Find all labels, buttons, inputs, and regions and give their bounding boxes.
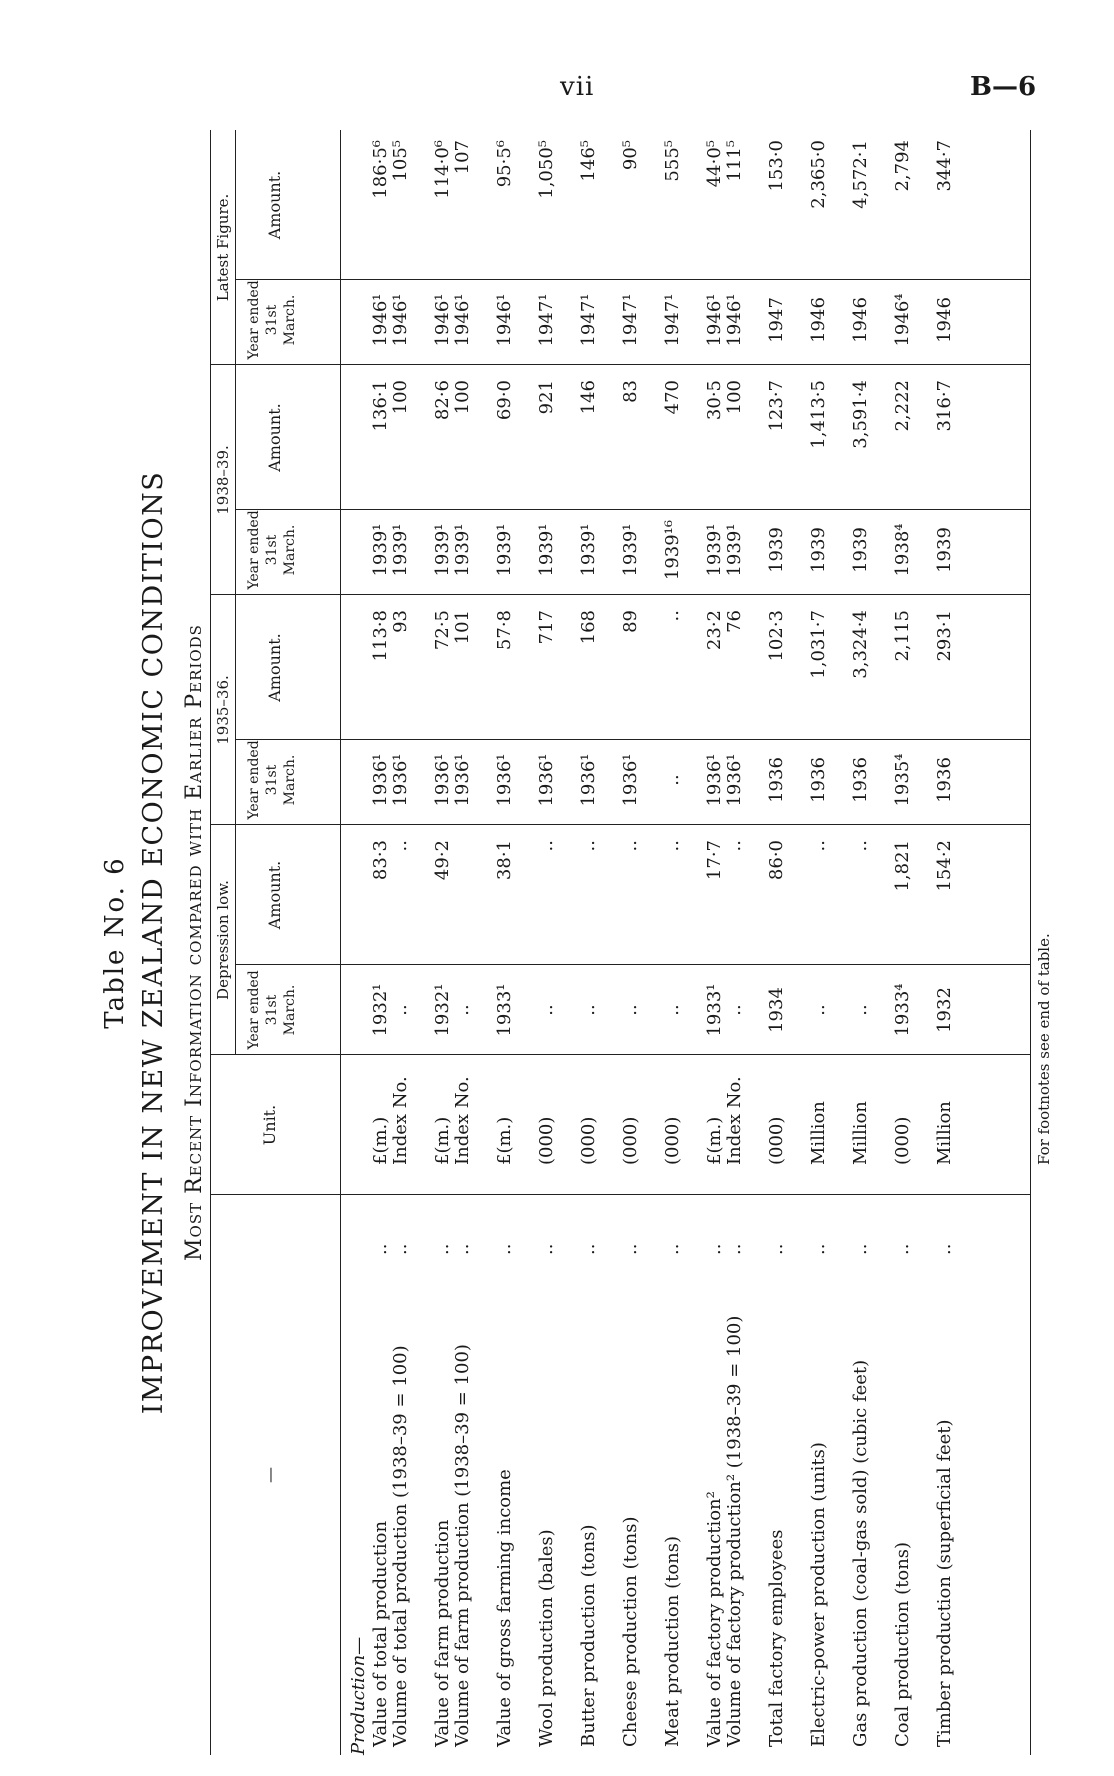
a-amt-cell: 293·1 bbox=[934, 610, 955, 662]
row-label: Timber production (superficial feet) bbox=[934, 1419, 955, 1747]
row-label: Value of gross farming income bbox=[494, 1469, 515, 1747]
a-year-cell: 1936¹ bbox=[452, 753, 473, 807]
leader-dots: .. bbox=[766, 1243, 787, 1255]
l-amt-cell: 344·7 bbox=[934, 140, 955, 192]
a-amt-cell: 23·2 bbox=[704, 610, 725, 651]
a-year-cell: 1936 bbox=[808, 757, 829, 803]
page-reference: B—6 bbox=[970, 72, 1037, 102]
row-label: Wool production (bales) bbox=[536, 1529, 557, 1747]
d-year-cell: .. bbox=[620, 1004, 641, 1016]
l-amt-cell: 186·5⁶ bbox=[370, 140, 391, 199]
col-rule-3536 bbox=[210, 824, 1030, 825]
b-amt-cell: 2,222 bbox=[892, 380, 913, 432]
l-year-cell: 1946¹ bbox=[704, 293, 725, 347]
a-amt-cell: 2,115 bbox=[892, 610, 913, 662]
b-amt-cell: 82·6 bbox=[432, 380, 453, 421]
leader-dots: .. bbox=[704, 1243, 725, 1255]
d-amt-cell: 83·3 bbox=[370, 840, 391, 881]
d-amt-cell: 17·7 bbox=[704, 840, 725, 881]
d-amt-cell: 38·1 bbox=[494, 840, 515, 881]
l-year-cell: 1946⁴ bbox=[892, 293, 913, 347]
b-year-cell: 1939 bbox=[850, 527, 871, 573]
l-amt-cell: 153·0 bbox=[766, 140, 787, 192]
d-year-cell: 1932 bbox=[934, 987, 955, 1033]
section-heading: Production— bbox=[348, 1636, 369, 1755]
row-unit: (000) bbox=[536, 1116, 557, 1165]
leader-dots: .. bbox=[934, 1243, 955, 1255]
b-amt-cell: 470 bbox=[662, 380, 683, 415]
l-amt-cell: 111⁵ bbox=[724, 140, 745, 182]
l-year-cell: 1946¹ bbox=[494, 293, 515, 347]
l-year-cell: 1947¹ bbox=[620, 293, 641, 347]
b-year-cell: 1939¹ bbox=[620, 523, 641, 577]
col-rule-unit bbox=[210, 1194, 1030, 1195]
row-unit: £(m.) bbox=[370, 1116, 391, 1165]
a-year-cell: 1936¹ bbox=[536, 753, 557, 807]
a-amt-cell: 57·8 bbox=[494, 610, 515, 651]
b-year-cell: 1939¹ bbox=[704, 523, 725, 577]
col-rule-latest bbox=[210, 364, 1030, 365]
b-amt-cell: 123·7 bbox=[766, 380, 787, 432]
a-amt-cell: 93 bbox=[390, 610, 411, 633]
row-unit: Million bbox=[850, 1101, 871, 1165]
b-amt-cell: 100 bbox=[724, 380, 745, 415]
b-amt-cell: 83 bbox=[620, 380, 641, 403]
b-year-cell: 1939¹ bbox=[494, 523, 515, 577]
b-amt-cell: 100 bbox=[390, 380, 411, 415]
l-year-cell: 1947¹ bbox=[578, 293, 599, 347]
header-bottom-rule bbox=[340, 130, 341, 1755]
b-year-cell: 1939 bbox=[934, 527, 955, 573]
leader-dots: .. bbox=[850, 1243, 871, 1255]
a-year-cell: 1936¹ bbox=[704, 753, 725, 807]
amount-header-1935-36: Amount. bbox=[265, 633, 284, 702]
b-year-cell: 1939 bbox=[766, 527, 787, 573]
a-amt-cell: 72·5 bbox=[432, 610, 453, 651]
d-year-cell: .. bbox=[578, 1004, 599, 1016]
a-amt-cell: 89 bbox=[620, 610, 641, 633]
d-year-cell: 1933¹ bbox=[704, 983, 725, 1037]
d-amt-cell: .. bbox=[808, 840, 829, 852]
a-amt-cell: 76 bbox=[724, 610, 745, 633]
leader-dots: .. bbox=[662, 1243, 683, 1255]
l-year-cell: 1946 bbox=[934, 297, 955, 343]
d-amt-cell: 49·2 bbox=[432, 840, 453, 881]
a-year-cell: 1935⁴ bbox=[892, 753, 913, 807]
d-amt-cell: 154·2 bbox=[934, 840, 955, 892]
l-year-cell: 1947¹ bbox=[536, 293, 557, 347]
row-label: Meat production (tons) bbox=[662, 1535, 683, 1747]
l-amt-cell: 105⁵ bbox=[390, 140, 411, 182]
d-amt-cell: .. bbox=[390, 840, 411, 852]
row-unit: (000) bbox=[620, 1116, 641, 1165]
row-unit: £(m.) bbox=[432, 1116, 453, 1165]
leader-dots: .. bbox=[892, 1243, 913, 1255]
row-unit: £(m.) bbox=[704, 1116, 725, 1165]
b-amt-cell: 136·1 bbox=[370, 380, 391, 432]
first-column-header: — bbox=[260, 1467, 279, 1483]
group-rule bbox=[235, 130, 236, 1055]
year-header-latest: Year ended 31st March. bbox=[246, 280, 298, 360]
unit-header: Unit. bbox=[260, 1104, 279, 1146]
l-year-cell: 1946¹ bbox=[432, 293, 453, 347]
d-year-cell: .. bbox=[724, 1004, 745, 1016]
row-unit: (000) bbox=[578, 1116, 599, 1165]
b-amt-cell: 30·5 bbox=[704, 380, 725, 421]
row-label: Total factory employees bbox=[766, 1529, 787, 1747]
l-amt-cell: 2,794 bbox=[892, 140, 913, 192]
rotated-table-page bbox=[100, 130, 1053, 1755]
a-amt-cell: 1,031·7 bbox=[808, 610, 829, 679]
a-amt-cell: 3,324·4 bbox=[850, 610, 871, 679]
a-year-cell: 1936¹ bbox=[578, 753, 599, 807]
d-year-cell: 1933¹ bbox=[494, 983, 515, 1037]
a-year-cell: 1936¹ bbox=[390, 753, 411, 807]
d-amt-cell: .. bbox=[578, 840, 599, 852]
b-amt-cell: 100 bbox=[452, 380, 473, 415]
year-header-1938-39: Year ended 31st March. bbox=[246, 510, 298, 590]
row-label: Coal production (tons) bbox=[892, 1541, 913, 1747]
row-label: Value of total production bbox=[370, 1520, 391, 1747]
year-header-1935-36: Year ended 31st March. bbox=[246, 740, 298, 820]
d-year-cell: 1932¹ bbox=[432, 983, 453, 1037]
l-amt-cell: 555⁵ bbox=[662, 140, 683, 182]
row-label: Electric-power production (units) bbox=[808, 1442, 829, 1747]
d-year-cell: .. bbox=[536, 1004, 557, 1016]
leader-dots: .. bbox=[536, 1243, 557, 1255]
group-header-depression: Depression low. bbox=[214, 880, 232, 1000]
row-label: Volume of farm production (1938–39 = 100) bbox=[452, 1344, 473, 1747]
leader-dots: .. bbox=[432, 1243, 453, 1255]
b-year-cell: 1939¹ bbox=[536, 523, 557, 577]
b-year-cell: 1938⁴ bbox=[892, 523, 913, 577]
d-amt-cell: 86·0 bbox=[766, 840, 787, 881]
d-year-cell: .. bbox=[662, 1004, 683, 1016]
leader-dots: .. bbox=[620, 1243, 641, 1255]
a-amt-cell: 717 bbox=[536, 610, 557, 645]
b-amt-cell: 69·0 bbox=[494, 380, 515, 421]
row-label: Value of farm production bbox=[432, 1519, 453, 1747]
col-rule-dep bbox=[210, 1054, 1030, 1055]
l-amt-cell: 107 bbox=[452, 140, 473, 175]
d-year-cell: .. bbox=[390, 1004, 411, 1016]
d-amt-cell: 1,821 bbox=[892, 840, 913, 892]
d-amt-cell: .. bbox=[620, 840, 641, 852]
a-year-cell: 1936¹ bbox=[494, 753, 515, 807]
table-subtitle: Most Recent Information compared with Earlier Periods bbox=[182, 624, 207, 1261]
a-amt-cell: 113·8 bbox=[370, 610, 391, 662]
table-number: Table No. 6 bbox=[100, 856, 130, 1029]
d-year-cell: 1933⁴ bbox=[892, 983, 913, 1037]
row-label: Volume of total production (1938–39 = 100) bbox=[390, 1345, 411, 1747]
a-year-cell: 1936¹ bbox=[724, 753, 745, 807]
d-year-cell: .. bbox=[808, 1004, 829, 1016]
group-header-1938-39: 1938–39. bbox=[214, 445, 232, 515]
data-table bbox=[210, 130, 1030, 1755]
a-year-cell: 1936 bbox=[766, 757, 787, 803]
amount-header-1938-39: Amount. bbox=[265, 403, 284, 472]
d-year-cell: .. bbox=[452, 1004, 473, 1016]
row-unit: Index No. bbox=[390, 1076, 411, 1165]
b-year-cell: 1939 bbox=[808, 527, 829, 573]
leader-dots: .. bbox=[724, 1243, 745, 1255]
l-amt-cell: 4,572·1 bbox=[850, 140, 871, 209]
row-label: Value of factory production² bbox=[704, 1491, 725, 1747]
l-year-cell: 1947¹ bbox=[662, 293, 683, 347]
d-year-cell: .. bbox=[850, 1004, 871, 1016]
l-amt-cell: 1,050⁵ bbox=[536, 140, 557, 199]
leader-dots: .. bbox=[578, 1243, 599, 1255]
row-unit: Index No. bbox=[724, 1076, 745, 1165]
l-amt-cell: 90⁵ bbox=[620, 140, 641, 171]
d-year-cell: 1934 bbox=[766, 987, 787, 1033]
b-year-cell: 1939¹ bbox=[432, 523, 453, 577]
a-year-cell: 1936¹ bbox=[370, 753, 391, 807]
b-amt-cell: 316·7 bbox=[934, 380, 955, 432]
b-year-cell: 1939¹ bbox=[724, 523, 745, 577]
d-amt-cell: .. bbox=[850, 840, 871, 852]
table-bottom-rule bbox=[1030, 130, 1031, 1755]
a-amt-cell: 168 bbox=[578, 610, 599, 645]
row-unit: (000) bbox=[892, 1116, 913, 1165]
footnote: For footnotes see end of table. bbox=[1035, 933, 1053, 1165]
a-year-cell: .. bbox=[662, 774, 683, 786]
a-amt-cell: .. bbox=[662, 610, 683, 622]
l-year-cell: 1946¹ bbox=[370, 293, 391, 347]
row-label: Cheese production (tons) bbox=[620, 1516, 641, 1747]
row-unit: Million bbox=[808, 1101, 829, 1165]
l-amt-cell: 114·0⁶ bbox=[432, 140, 453, 199]
a-year-cell: 1936¹ bbox=[432, 753, 453, 807]
leader-dots: .. bbox=[370, 1243, 391, 1255]
row-unit: £(m.) bbox=[494, 1116, 515, 1165]
row-unit: (000) bbox=[662, 1116, 683, 1165]
l-amt-cell: 44·0⁵ bbox=[704, 140, 725, 188]
group-header-1935-36: 1935–36. bbox=[214, 675, 232, 745]
l-year-cell: 1946¹ bbox=[452, 293, 473, 347]
d-amt-cell: .. bbox=[536, 840, 557, 852]
a-amt-cell: 101 bbox=[452, 610, 473, 645]
l-year-cell: 1946 bbox=[850, 297, 871, 343]
l-year-cell: 1946¹ bbox=[724, 293, 745, 347]
l-amt-cell: 2,365·0 bbox=[808, 140, 829, 209]
row-label: Volume of factory production² (1938–39 = 100) bbox=[724, 1315, 745, 1747]
d-amt-cell: .. bbox=[662, 840, 683, 852]
b-year-cell: 1939¹⁶ bbox=[662, 519, 683, 581]
leader-dots: .. bbox=[808, 1243, 829, 1255]
group-header-latest: Latest Figure. bbox=[214, 193, 232, 302]
table-top-rule bbox=[210, 130, 211, 1755]
l-year-cell: 1946 bbox=[808, 297, 829, 343]
col-rule-3839 bbox=[210, 594, 1030, 595]
row-unit: (000) bbox=[766, 1116, 787, 1165]
b-amt-cell: 3,591·4 bbox=[850, 380, 871, 449]
leader-dots: .. bbox=[390, 1243, 411, 1255]
amount-header-depression: Amount. bbox=[265, 860, 284, 930]
a-year-cell: 1936¹ bbox=[620, 753, 641, 807]
d-year-cell: 1932¹ bbox=[370, 983, 391, 1037]
b-amt-cell: 1,413·5 bbox=[808, 380, 829, 449]
table-title: IMPROVEMENT IN NEW ZEALAND ECONOMIC CONDITIONS bbox=[138, 470, 169, 1415]
row-label: Butter production (tons) bbox=[578, 1524, 599, 1747]
leader-dots: .. bbox=[452, 1243, 473, 1255]
a-amt-cell: 102·3 bbox=[766, 610, 787, 662]
row-label: Gas production (coal-gas sold) (cubic feet) bbox=[850, 1359, 871, 1747]
l-amt-cell: 95·5⁶ bbox=[494, 140, 515, 188]
l-year-cell: 1947 bbox=[766, 297, 787, 343]
b-amt-cell: 921 bbox=[536, 380, 557, 415]
year-header-depression: Year ended 31st March. bbox=[246, 970, 298, 1050]
row-unit: Million bbox=[934, 1101, 955, 1165]
b-year-cell: 1939¹ bbox=[578, 523, 599, 577]
a-year-cell: 1936 bbox=[850, 757, 871, 803]
a-year-cell: 1936 bbox=[934, 757, 955, 803]
page-number: vii bbox=[560, 72, 595, 102]
b-year-cell: 1939¹ bbox=[452, 523, 473, 577]
d-amt-cell: .. bbox=[724, 840, 745, 852]
b-year-cell: 1939¹ bbox=[370, 523, 391, 577]
l-amt-cell: 146⁵ bbox=[578, 140, 599, 182]
leader-dots: .. bbox=[494, 1243, 515, 1255]
b-amt-cell: 146 bbox=[578, 380, 599, 415]
row-unit: Index No. bbox=[452, 1076, 473, 1165]
b-year-cell: 1939¹ bbox=[390, 523, 411, 577]
l-year-cell: 1946¹ bbox=[390, 293, 411, 347]
amount-header-latest: Amount. bbox=[265, 170, 284, 240]
